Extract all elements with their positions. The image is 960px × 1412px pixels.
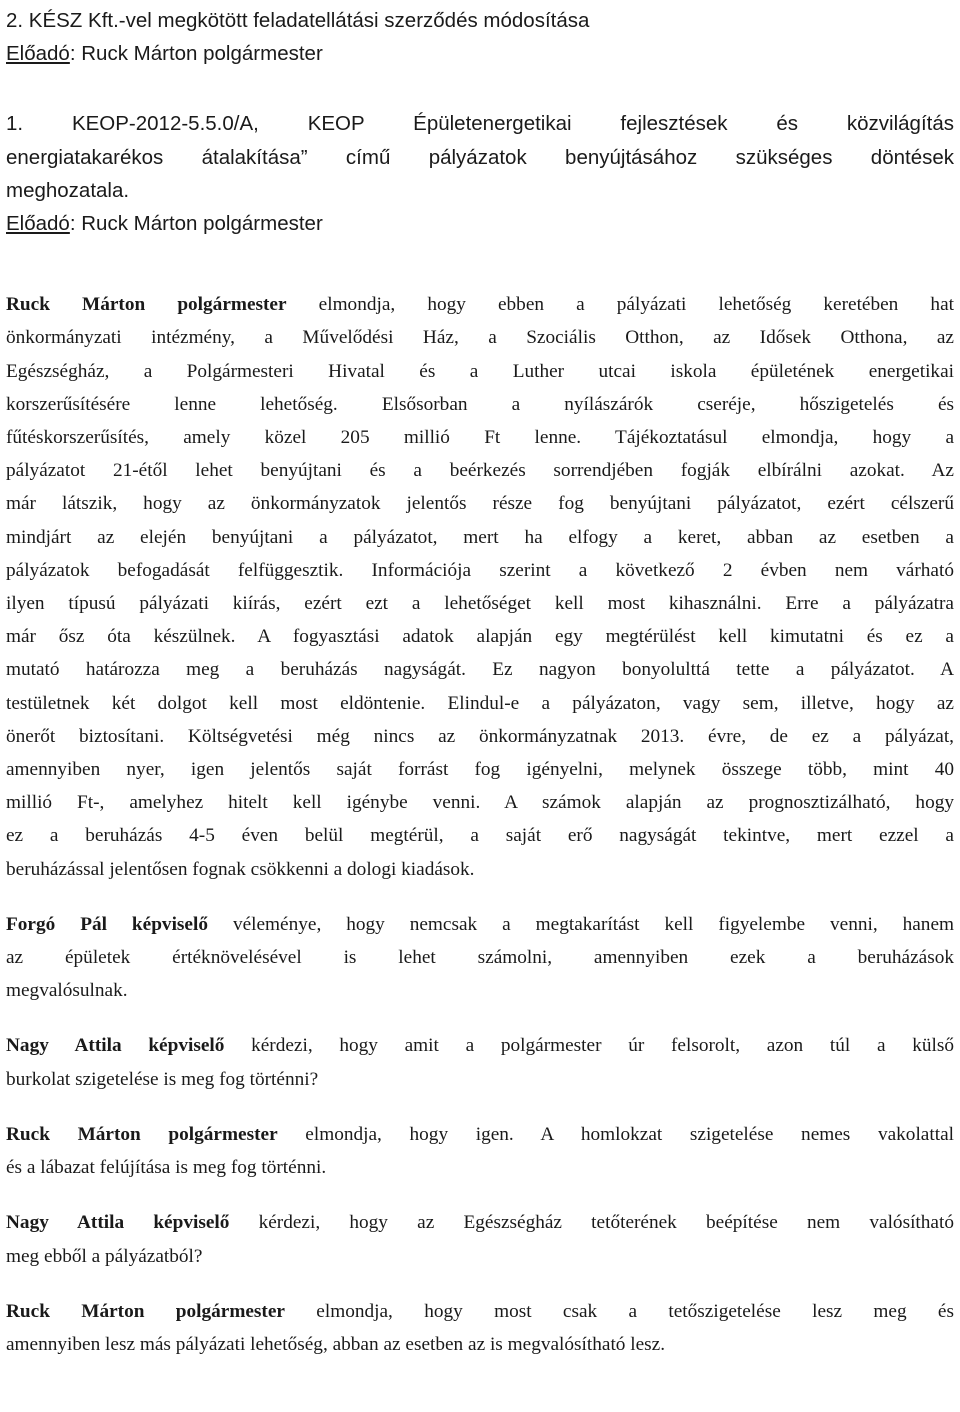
- paragraph-line: millió Ft-, amelyhez hitelt kell igénybe venni. A számok alapján az prognosztizálható, hogy: [6, 792, 954, 814]
- paragraph-line: már látszik, hogy az önkormányzatok jelentős része fog benyújtani pályázatot, ezért célszerű: [6, 493, 954, 515]
- paragraph-line: beruházással jelentősen fognak csökkenni a dologi kiadások.: [6, 858, 475, 880]
- paragraph-line: mutató határozza meg a beruházás nagyságát. Ez nagyon bonyolulttá tette a pályázatot. A: [6, 659, 954, 681]
- paragraph-line: önerőt biztosítani. Költségvetési még nincs az önkormányzatnak 2013. évre, de ez a pályázat,: [6, 725, 954, 747]
- paragraph-line: ez a beruházás 4-5 éven belül megtérül, a saját erő nagyságát tekintve, mert ezzel a: [6, 825, 954, 847]
- speaker-name: Nagy Attila képviselő: [6, 1212, 230, 1234]
- agenda-item-2-title: 2. KÉSZ Kft.-vel megkötött feladatellátási szerződés módosítása: [6, 9, 590, 32]
- speaker-name: Ruck Márton polgármester: [6, 294, 287, 316]
- presenter-name: : Ruck Márton polgármester: [69, 212, 323, 236]
- agenda-item-1-title-line: meghozatala.: [6, 178, 130, 202]
- paragraph-line: és a lábazat felújítása is meg fog történni.: [6, 1157, 327, 1179]
- speaker-name: Ruck Márton polgármester: [6, 1123, 278, 1145]
- paragraph-line: amennyiben lesz más pályázati lehetőség, abban az esetben az is megvalósítható lesz.: [6, 1333, 666, 1355]
- paragraph-line: [6, 1295, 954, 1328]
- paragraph-line: ilyen típusú pályázati kiírás, ezért ezt a lehetőséget kell most kihasználni. Erre a pályázatra: [6, 593, 954, 615]
- paragraph-line: amennyiben nyer, igen jelentős saját forrást fog igényelni, melynek összege több, mint 40: [6, 759, 954, 781]
- minutes-paragraph: [6, 1118, 954, 1184]
- paragraph-line: [6, 1206, 954, 1239]
- speaker-text: kérdezi, hogy amit a polgármester úr felsorolt, azon túl a külső: [224, 1035, 954, 1057]
- paragraph-line: Egészségház, a Polgármesteri Hivatal és a Luther utcai iskola épületének energetikai: [6, 360, 954, 382]
- minutes-paragraph: [6, 1206, 954, 1272]
- agenda-item-2-presenter: [6, 37, 954, 70]
- document-page: [6, 0, 954, 1361]
- speaker-text: elmondja, hogy igen. A homlokzat szigetelése nemes vakolattal: [277, 1123, 954, 1145]
- agenda-item-1-presenter: [6, 207, 954, 240]
- presenter-name: : Ruck Márton polgármester: [69, 42, 323, 66]
- speaker-text: véleménye, hogy nemcsak a megtakarítást kell figyelembe venni, hanem: [208, 913, 954, 935]
- agenda-item-2: [6, 4, 954, 70]
- paragraph-line: testületnek két dolgot kell most eldöntenie. Elindul-e a pályázaton, vagy sem, illetve, hogy az: [6, 692, 954, 714]
- speaker-name: Forgó Pál képviselő: [6, 913, 208, 935]
- minutes-paragraph: [6, 1029, 954, 1095]
- paragraph-line: meg ebből a pályázatból?: [6, 1245, 203, 1267]
- paragraph-line: megvalósulnak.: [6, 980, 128, 1002]
- speaker-name: Nagy Attila képviselő: [6, 1035, 225, 1057]
- minutes-paragraph: [6, 1295, 954, 1361]
- speaker-text: elmondja, hogy most csak a tetőszigetelése lesz meg és: [284, 1300, 954, 1322]
- paragraph-line: már ősz óta készülnek. A fogyasztási adatok alapján egy megtérülést kell kimutatni és ez a: [6, 626, 954, 648]
- minutes-paragraph: [6, 908, 954, 1008]
- paragraph-line: az épületek értéknövelésével is lehet számolni, amennyiben ezek a beruházások: [6, 947, 954, 969]
- speaker-text: elmondja, hogy ebben a pályázati lehetőség keretében hat: [286, 294, 954, 316]
- agenda-item-1-title-line: 1. KEOP-2012-5.5.0/A, KEOP Épületenergetikai fejlesztések és közvilágítás: [6, 112, 954, 136]
- paragraph-line: [6, 1029, 954, 1062]
- agenda-item-1-title-line: energiatakarékos átalakítása” című pályázatok benyújtásához szükséges döntések: [6, 145, 954, 169]
- paragraph-line: korszerűsítésére lenne lehetőség. Elsősorban a nyílászárók cseréje, hőszigetelés és: [6, 393, 954, 415]
- paragraph-line: [6, 1118, 954, 1151]
- paragraph-line: mindjárt az elején benyújtani a pályázatot, mert ha elfogy a keret, abban az esetben a: [6, 526, 954, 548]
- speaker-name: Ruck Márton polgármester: [6, 1300, 285, 1322]
- minutes-paragraph: [6, 288, 954, 886]
- agenda-item-1: [6, 107, 954, 240]
- paragraph-line: pályázatot 21-étől lehet benyújtani és a beérkezés sorrendjében fogják elbírálni azokat. Az: [6, 460, 954, 482]
- paragraph-line: fűtéskorszerűsítés, amely közel 205 millió Ft lenne. Tájékoztatásul elmondja, hogy a: [6, 427, 954, 449]
- speaker-text: kérdezi, hogy az Egészségház tetőterének beépítése nem valósítható: [229, 1212, 954, 1234]
- paragraph-line: pályázatok befogadását felfüggesztik. Információja szerint a következő 2 évben nem várható: [6, 559, 954, 581]
- presenter-label: Előadó: [6, 42, 70, 66]
- paragraph-line: [6, 908, 954, 941]
- presenter-label: Előadó: [6, 212, 70, 236]
- paragraph-line: [6, 288, 954, 321]
- paragraph-line: önkormányzati intézmény, a Művelődési Ház, a Szociális Otthon, az Idősek Otthona, az: [6, 327, 954, 349]
- paragraph-line: burkolat szigetelése is meg fog történni?: [6, 1068, 319, 1090]
